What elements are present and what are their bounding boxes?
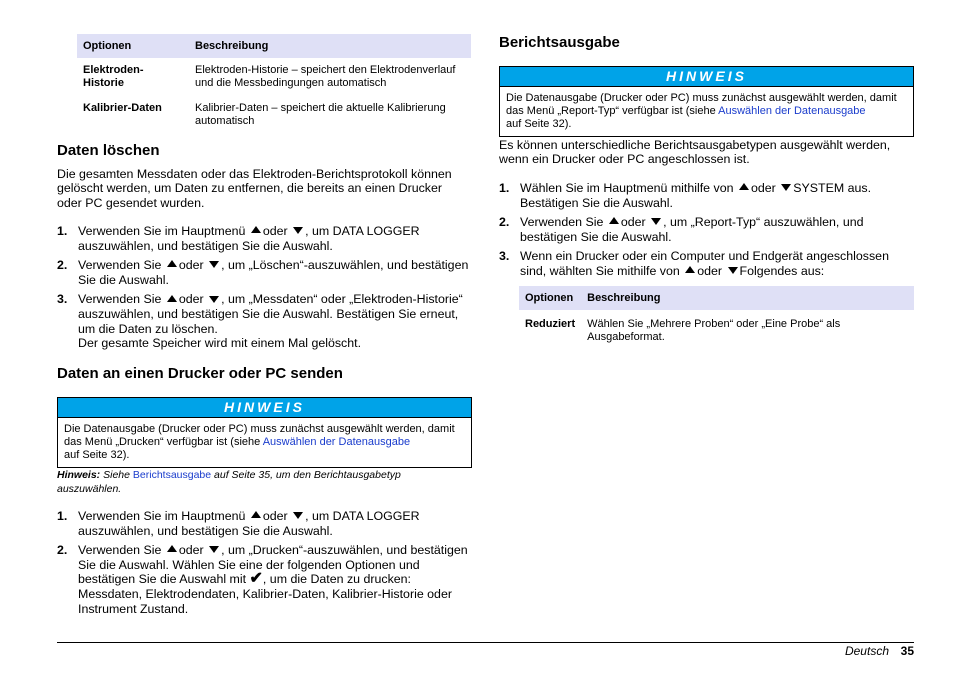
table-header-description: Beschreibung (581, 286, 914, 310)
section-heading-drucker: Daten an einen Drucker oder PC senden (57, 365, 343, 382)
table-header-description: Beschreibung (189, 34, 471, 58)
up-arrow-icon (167, 545, 177, 552)
table-cell-value: Kalibrier-Daten – speichert die aktuelle Kalibrierung automatisch (195, 102, 446, 127)
down-arrow-icon (728, 267, 738, 274)
section-heading-daten-loeschen: Daten löschen (57, 142, 160, 159)
table-cell-key: Reduziert (525, 318, 576, 330)
list-item: 1. Verwenden Sie im Hauptmenü oder , um DATA LOGGER auszuwählen, und bestätigen Sie die Auswahl. (57, 509, 420, 538)
table-row (77, 58, 471, 92)
checkmark-icon: ✔ (249, 570, 263, 588)
link-datenausgabe[interactable]: Auswählen der Datenausgabe (262, 436, 411, 448)
up-arrow-icon (251, 226, 261, 233)
hinweis-text: Die Datenausgabe (Drucker oder PC) muss zunächst ausgewählt werden, damit das Menü „Drucken“ verfügbar ist (siehe Auswählen der Datenausgabe auf Seite 32). (64, 423, 455, 461)
hinweis-inline: Hinweis: Siehe Berichtsausgabe auf Seite 35, um den Berichtausgabetyp auszuwählen. (57, 469, 401, 495)
list-item: 2. Verwenden Sie oder , um „Report-Typ“ auszuwählen, und bestätigen Sie die Auswahl. (499, 215, 864, 244)
list-item: 2. Verwenden Sie oder , um „Drucken“-auszuwählen, und bestätigen Sie die Auswahl. Wählen Sie eine der folgenden Optionen und bestätigen Sie die Auswahl mit ✔, um die Daten zu drucken: Messdaten, Elektrodendaten, Kalibrier-Daten, Kalibrier-Historie oder Instrument Zustand. (57, 543, 468, 616)
link-datenausgabe[interactable]: Auswählen der Datenausgabe (718, 105, 866, 117)
up-arrow-icon (167, 260, 177, 267)
up-arrow-icon (685, 266, 695, 273)
hinweis-text: Die Datenausgabe (Drucker oder PC) muss zunächst ausgewählt werden, damit das Menü „Report-Typ“ verfügbar ist (siehe Auswählen der Datenausgabe auf Seite 32). (506, 92, 897, 130)
options-table (77, 34, 471, 130)
down-arrow-icon (293, 227, 303, 234)
footer-page-number: 35 (900, 644, 914, 658)
list-item: 3. Verwenden Sie oder , um „Messdaten“ oder „Elektroden-Historie“ auszuwählen, und bestätigen Sie die Auswahl. Bestätigen Sie erneut, um die Daten zu löschen. Der gesamte Speicher wird mit einem Mal gelöscht. (57, 292, 463, 351)
footer-divider (57, 642, 914, 643)
berichtsausgabe-steps (499, 181, 911, 279)
footer-language: Deutsch (844, 644, 889, 658)
up-arrow-icon (609, 217, 619, 224)
table-row (519, 310, 914, 346)
hinweis-box (57, 397, 472, 468)
table-cell-value: Wählen Sie „Mehrere Proben“ oder „Eine Probe“ als Ausgabeformat. (587, 318, 841, 343)
berichtsausgabe-intro: Es können unterschiedliche Berichtsausgabetypen ausgewählt werden, wenn ein Drucker oder PC angeschlossen ist. (499, 138, 891, 167)
table-header-options: Optionen (77, 34, 189, 58)
down-arrow-icon (781, 184, 791, 191)
down-arrow-icon (209, 546, 219, 553)
down-arrow-icon (209, 296, 219, 303)
report-type-table (519, 286, 914, 346)
list-item: 3. Wenn ein Drucker oder ein Computer und Endgerät angeschlossen sind, wählten Sie mithilfe von oder Folgendes aus: (499, 249, 889, 278)
daten-loeschen-intro: Die gesamten Messdaten oder das Elektroden-Berichtsprotokoll können gelöscht werden, um Daten zu entfernen, die bereits an einen Drucker oder PC gesendet wurden. (57, 167, 452, 210)
table-row (77, 92, 471, 130)
daten-loeschen-steps (57, 224, 472, 351)
section-heading-berichtsausgabe: Berichtsausgabe (499, 34, 620, 51)
hinweis-title: HINWEIS (58, 398, 471, 418)
hinweis-title: HINWEIS (500, 67, 913, 87)
table-cell-value: Elektroden-Historie – speichert den Elektrodenverlauf und die Messbedingungen automatisch (195, 64, 456, 89)
down-arrow-icon (651, 218, 661, 225)
up-arrow-icon (739, 183, 749, 190)
list-item: 1. Verwenden Sie im Hauptmenü oder , um DATA LOGGER auszuwählen, und bestätigen Sie die Auswahl. (57, 224, 420, 253)
up-arrow-icon (251, 511, 261, 518)
down-arrow-icon (293, 512, 303, 519)
table-header-options: Optionen (519, 286, 581, 310)
up-arrow-icon (167, 295, 177, 302)
link-berichtsausgabe[interactable]: Berichtsausgabe (132, 469, 212, 481)
table-cell-key: Elektroden-Historie (83, 64, 144, 89)
list-item: 2. Verwenden Sie oder , um „Löschen“-auszuwählen, und bestätigen Sie die Auswahl. (57, 258, 469, 287)
down-arrow-icon (209, 261, 219, 268)
list-item: 1. Wählen Sie im Hauptmenü mithilfe von oder SYSTEM aus. Bestätigen Sie die Auswahl. (499, 181, 872, 210)
hinweis-box (499, 66, 914, 137)
drucker-steps (57, 509, 472, 616)
table-cell-key: Kalibrier-Daten (83, 102, 162, 114)
